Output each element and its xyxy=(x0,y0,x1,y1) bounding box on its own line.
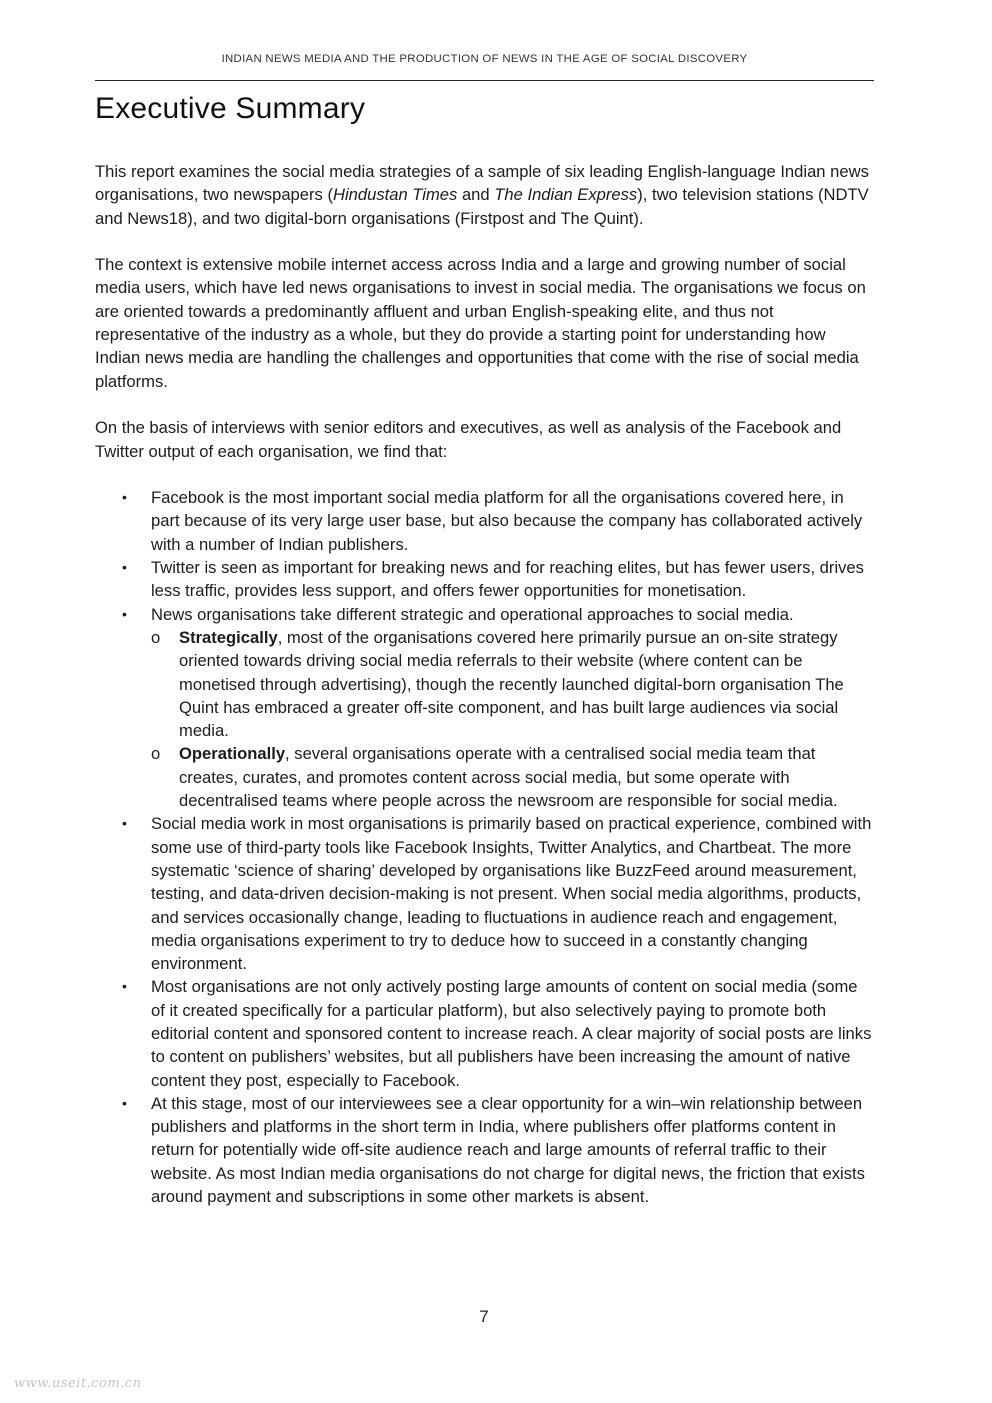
intro-paragraph-1 xyxy=(95,160,875,230)
intro-text: and xyxy=(457,185,495,205)
header-rule xyxy=(95,80,874,81)
page-number: 7 xyxy=(479,1307,489,1326)
list-item-text: News organisations take different strategic and operational approaches to social media. xyxy=(151,604,794,624)
list-item xyxy=(95,975,875,1091)
list-item xyxy=(95,1092,875,1208)
intro-paragraph-3: On the basis of interviews with senior editors and executives, as well as analysis of the Facebook and Twitter output of each organisation, we find that: xyxy=(95,418,842,461)
list-item xyxy=(95,556,875,603)
sub-list-item xyxy=(151,742,875,812)
newspaper-name: The Indian Express xyxy=(494,185,638,205)
sub-list-item xyxy=(151,626,875,742)
bullet-marker: • xyxy=(122,559,127,576)
sub-item-text: , several organisations operate with a centralised social media team that creates, curates, and promotes content across social media, but some operate with decentralised teams where people across the newsroom are responsible for social media. xyxy=(179,744,838,811)
intro-text: This report examines the social media strategies of a sample of six leading English-language Indian news organisations, two newspapers ( xyxy=(95,162,869,205)
list-item xyxy=(95,812,875,975)
list-item xyxy=(95,603,875,813)
sub-bullet-marker: o xyxy=(151,627,161,647)
list-item-text: Most organisations are not only actively posting large amounts of content on social media (some of it created specifically for a particular platform), but also selectively paying to promote both editorial content and sponsored content to increase reach. A clear majority of social posts are links to content on publishers’ websites, but all publishers have been increasing the amount of native content they post, especially to Facebook. xyxy=(151,977,872,1090)
list-item-text: At this stage, most of our interviewees see a clear opportunity for a win–win relationship between publishers and platforms in the short term in India, where publishers offer platforms content in return for potentially wide off-site audience reach and large amounts of referral traffic to their website. As most Indian media organisations do not charge for digital news, the friction that exists around payment and subscriptions in some other markets is absent. xyxy=(151,1093,865,1207)
page-title: Executive Summary xyxy=(95,92,366,125)
sub-item-text: , most of the organisations covered here primarily pursue an on-site strategy oriented towards driving social media referrals to their website (where content can be monetised through advertising), though the recently launched digital-born organisation The Quint has embraced a greater off-site component, and has built large audiences via social media. xyxy=(179,627,844,741)
newspaper-name: Hindustan Times xyxy=(332,185,458,205)
bullet-marker: • xyxy=(122,1094,127,1111)
sub-item-heading: Operationally xyxy=(179,744,286,764)
body-text xyxy=(95,160,875,1208)
intro-paragraph-2: The context is extensive mobile internet access across India and a large and growing number of social media users, which have led news organisations to invest in social media. The organisations we focus on are oriented towards a predominantly affluent and urban English-speaking elite, and thus not representative of the industry as a whole, but they do provide a starting point for understanding how Indian news media are handling the challenges and opportunities that come with the rise of social media platforms. xyxy=(95,255,866,391)
list-item-text: Facebook is the most important social media platform for all the organisations covered here, in part because of its very large user base, but also because the company has collaborated actively with a number of Indian publishers. xyxy=(151,488,863,554)
bullet-marker: • xyxy=(122,815,127,832)
intro-text: ), two television stations (NDTV and News18), and two digital-born organisations (Firstpost and The Quint). xyxy=(95,185,869,228)
list-item-text: Twitter is seen as important for breaking news and for reaching elites, but has fewer users, drives less traffic, provides less support, and offers fewer opportunities for monetisation. xyxy=(151,558,864,601)
running-header: INDIAN NEWS MEDIA AND THE PRODUCTION OF NEWS IN THE AGE OF SOCIAL DISCOVERY xyxy=(221,53,748,65)
sub-list xyxy=(151,626,875,812)
list-item-text: Social media work in most organisations is primarily based on practical experience, combined with some use of third-party tools like Facebook Insights, Twitter Analytics, and Chartbeat. The more systematic ‘science of sharing’ developed by organisations like BuzzFeed around measurement, testing, and data-driven decision-making is not present. When social media algorithms, products, and services occasionally change, leading to fluctuations in audience reach and engagement, media organisations experiment to try to deduce how to succeed in a constantly changing environment. xyxy=(151,814,872,974)
bullet-marker: • xyxy=(122,489,127,506)
bullet-marker: • xyxy=(122,605,127,622)
list-item xyxy=(95,486,875,556)
findings-list xyxy=(95,486,875,1208)
sub-bullet-marker: o xyxy=(151,744,161,764)
sub-item-heading: Strategically xyxy=(179,627,278,647)
bullet-marker: • xyxy=(122,978,127,995)
watermark: www.useit.com.cn xyxy=(14,1376,142,1391)
